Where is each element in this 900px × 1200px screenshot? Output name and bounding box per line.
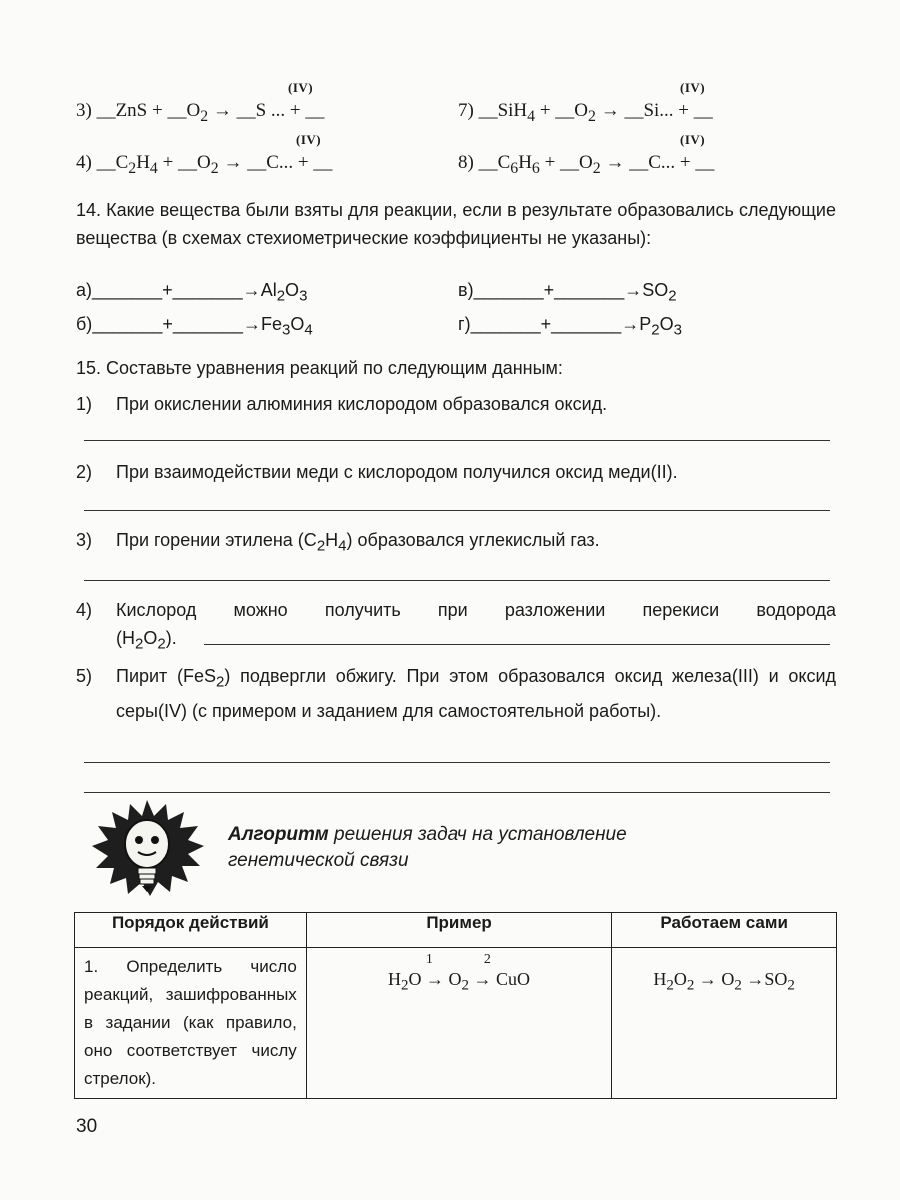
equation-3: [76, 100, 324, 126]
table-row: [75, 948, 837, 1099]
item-product: SO: [642, 280, 669, 300]
eq-text: H: [136, 152, 150, 173]
text-line: [116, 596, 836, 624]
self-chain: [613, 969, 835, 995]
eq-text: + __O: [157, 152, 211, 173]
text-sub: 4: [338, 537, 347, 555]
chain-sub: 2: [787, 977, 795, 994]
table-header: Работаем сами: [612, 913, 837, 948]
answer-line[interactable]: [84, 440, 830, 441]
eq-text: O: [285, 280, 300, 300]
task-15-item-3: [116, 526, 600, 561]
chain-text: O: [673, 969, 687, 989]
item-blank[interactable]: _______+_______→: [470, 314, 640, 334]
chain-sub: 2: [666, 977, 674, 994]
item-blank[interactable]: _______+_______→: [473, 280, 643, 300]
eq-sub: 2: [276, 287, 286, 305]
text-part: Пирит (FeS: [116, 666, 217, 686]
eq-sub: 2: [668, 287, 677, 305]
algorithm-heading: [228, 822, 748, 874]
equation-4: [76, 152, 332, 178]
eq-sub: 2: [592, 159, 601, 177]
item-blank[interactable]: _______+_______→: [92, 314, 261, 334]
eq-text: __C: [96, 152, 129, 173]
eq-text: O: [659, 314, 674, 334]
chain-text: →SO: [741, 969, 788, 989]
eq-text: H: [518, 152, 532, 173]
eq-sub: 4: [304, 321, 313, 339]
algorithm-rest: решения задач на установление генетической связи: [228, 824, 627, 871]
task-14-item-g: [458, 314, 682, 339]
answer-line[interactable]: [84, 580, 830, 581]
eq-sub: 3: [673, 321, 682, 339]
chain-text: O → O: [408, 969, 462, 989]
step-text: 1. Определить число реакций, зашифрованных в задании (как правило, оно соответствует числу стрелок).: [84, 957, 297, 1088]
arrow-numbers: [308, 949, 610, 969]
text-part: ).: [165, 628, 177, 648]
valence-label: (IV): [288, 80, 314, 95]
valence-label: (IV): [680, 132, 706, 147]
text-part: При горении этилена (C: [116, 530, 317, 550]
valence-label: (IV): [680, 80, 706, 95]
equation-number: 7): [458, 100, 474, 121]
eq-sub: 3: [282, 321, 291, 339]
text-part: ) подвергли обжигу. При этом образовался оксид железа(III) и оксид серы(IV) (с примером и заданием для самостоятельной работы).: [116, 666, 837, 721]
page-number: 30: [76, 1116, 98, 1137]
item-product: P: [639, 314, 652, 334]
eq-sub: 2: [128, 159, 137, 177]
text-sub: 2: [316, 537, 326, 555]
table-cell[interactable]: [612, 948, 837, 1099]
equation-number: 8): [458, 152, 474, 173]
eq-sub: 2: [200, 107, 209, 125]
item-label: а): [76, 280, 93, 300]
text-part: ) образовался углекислый газ.: [346, 530, 600, 550]
table-header-row: [75, 913, 837, 948]
equation-number: 4): [76, 152, 92, 173]
eq-text: __C: [478, 152, 511, 173]
answer-line[interactable]: [84, 762, 830, 763]
table-header: Пример: [306, 913, 611, 948]
answer-line[interactable]: [204, 644, 830, 645]
text-part: Кислород можно получить при разложении перекиси водорода: [116, 600, 836, 620]
text-sub: 2: [216, 673, 225, 691]
item-label: в): [458, 280, 474, 300]
task-15-item-num: 5): [76, 666, 93, 686]
eq-sub: 4: [149, 159, 158, 177]
task-15-item-num: 3): [76, 530, 93, 550]
valence-label: (IV): [296, 132, 322, 147]
eq-text: O: [290, 314, 305, 334]
task-15-title: 15. Составьте уравнения реакций по следующим данным:: [76, 358, 563, 378]
eq-text: __ZnS + __O: [96, 100, 201, 121]
task-15-item-4: [116, 596, 836, 659]
eq-text: + __O: [539, 152, 593, 173]
item-label: г): [458, 314, 471, 334]
task-15-item-num: 1): [76, 394, 93, 414]
item-product: Fe: [260, 314, 282, 334]
text-sub: 2: [135, 635, 144, 653]
algorithm-bold: Алгоритм: [228, 824, 329, 845]
equation-7: [458, 100, 713, 126]
eq-sub: 3: [299, 287, 308, 305]
eq-text: __SiH: [478, 100, 528, 121]
item-product: Al: [260, 280, 277, 300]
eq-sub: 2: [210, 159, 219, 177]
answer-line[interactable]: [84, 510, 830, 511]
eq-text: → __C... + __: [600, 152, 715, 173]
chain-text: H: [653, 969, 667, 989]
chain-sub: 2: [461, 977, 470, 994]
arrow-number: 2: [483, 952, 491, 967]
text-line: [116, 624, 836, 659]
chain-sub: 2: [734, 977, 742, 994]
chain-text: → O: [694, 969, 735, 989]
table-cell: [75, 948, 307, 1099]
chain-text: H: [388, 969, 402, 989]
arrow-number: 1: [425, 952, 433, 967]
task-14-text: 14. Какие вещества были взяты для реакции, если в результате образовались следующие вещества (в схемах стехиометрические коэффициенты не указаны):: [76, 200, 836, 248]
eq-text: → __C... + __: [218, 152, 333, 173]
answer-line[interactable]: [84, 792, 830, 793]
eq-sub: 6: [531, 159, 540, 177]
algorithm-table: [74, 912, 837, 1099]
chain-sub: 2: [686, 977, 695, 994]
task-15-item-num: 4): [76, 600, 93, 620]
eq-text: → __S ... + __: [208, 100, 325, 121]
eq-sub: 2: [588, 107, 596, 125]
text-sub: 2: [157, 635, 166, 653]
task-15-item-num: 2): [76, 462, 93, 482]
eq-sub: 2: [651, 321, 660, 339]
chain-text: → CuO: [469, 969, 531, 989]
text-part: H: [325, 530, 339, 550]
chain-sub: 2: [401, 977, 409, 994]
task-15-item-1: При окислении алюминия кислородом образовался оксид.: [116, 394, 608, 414]
eq-text: + __O: [535, 100, 589, 121]
task-15-item-5: [116, 662, 836, 725]
text-part: O: [143, 628, 158, 648]
task-14-item-v: [458, 280, 677, 305]
equation-8: [458, 152, 714, 178]
lightbulb-icon: [84, 796, 210, 906]
example-chain: [308, 969, 610, 995]
eq-sub: 6: [510, 159, 519, 177]
eq-sub: 4: [527, 107, 536, 125]
text-part: (H: [116, 628, 135, 648]
table-cell: [306, 948, 611, 1099]
eq-text: → __Si... + __: [595, 100, 713, 121]
task-14-item-b: [76, 314, 313, 339]
task-15-item-2: При взаимодействии меди с кислородом получился оксид меди(II).: [116, 462, 678, 482]
item-label: б): [76, 314, 93, 334]
equation-number: 3): [76, 100, 92, 121]
table-header: Порядок действий: [75, 913, 307, 948]
task-14-item-a: [76, 280, 307, 305]
item-blank[interactable]: _______+_______→: [92, 280, 261, 300]
